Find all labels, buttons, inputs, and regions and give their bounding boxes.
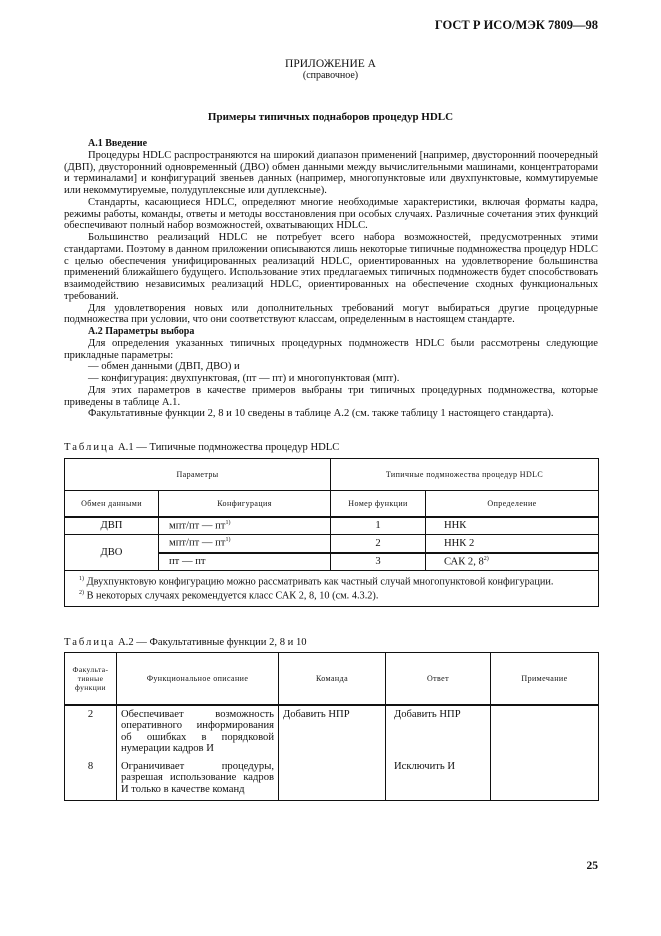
- list-item: — обмен данными (ДВП, ДВО) и: [88, 361, 240, 373]
- table-a1: [64, 458, 599, 607]
- column-header: Определение: [426, 491, 599, 517]
- paragraph: Для удовлетворения новых или дополнительных требований могут выбираться другие процедурные подмножества при условии, что они соответствуют классам, определенным в настоящем стандарте.: [64, 302, 598, 326]
- config-text: мпт/пт — пт: [169, 520, 226, 532]
- note-cell: [491, 756, 599, 800]
- column-header: Номер функции: [331, 491, 426, 517]
- command-cell: Добавить НПР: [279, 705, 386, 756]
- paragraph: Процедуры HDLC распространяются на широкий диапазон применений [например, двусторонний поочередный (ДВП), двусторонний одновременный (ДВО) обмен данными между вычислительными машинами, концентраторами и терминалами] и конфигураций звеньев данных (например, многопунктовые или двухпунктовые, коммутируемые или некоммутируемые, полудуплексные или дуплексные).: [64, 149, 598, 196]
- table-row: [65, 705, 599, 756]
- number-cell: 2: [331, 535, 426, 553]
- config-cell: [159, 517, 331, 535]
- footnote-text: Двухпунктовую конфигурацию можно рассматривать как частный случай многопунктовой конфигурации.: [86, 576, 554, 588]
- paragraph: Факультативные функции 2, 8 и 10 сведены в таблице А.2 (см. также таблицу 1 настоящего стандарта).: [88, 408, 554, 420]
- group-header: Типичные подмножества процедур HDLC: [331, 459, 599, 491]
- caption-text: А.2 — Факультативные функции 2, 8 и 10: [118, 637, 307, 648]
- appendix-title: ПРИЛОЖЕНИЕ А: [285, 58, 376, 70]
- footnote-mark: 1): [225, 537, 231, 544]
- response-cell: Исключить И: [386, 756, 491, 800]
- note-cell: [491, 705, 599, 756]
- table-row: [65, 535, 599, 553]
- exchange-cell: ДВО: [65, 535, 159, 571]
- body-text: [64, 138, 598, 420]
- column-header: Функциональное описание: [117, 653, 279, 705]
- description-cell: Обеспечивает возможность оперативного информирования об ошибках в порядковой нумерации кадров И: [117, 705, 279, 756]
- function-cell: 8: [65, 756, 117, 800]
- paragraph: Для определения указанных типичных процедурных подмножеств HDLC были рассмотрены следующие прикладные параметры:: [64, 337, 598, 361]
- caption-text: А.1 — Типичные подмножества процедур HDLC: [118, 442, 340, 453]
- group-header: Параметры: [65, 459, 331, 491]
- page-number: 25: [586, 860, 598, 872]
- table-a2: [64, 652, 599, 801]
- column-header: Факульта-тивные функции: [65, 653, 117, 705]
- footnote: [69, 588, 594, 602]
- column-header: Примечание: [491, 653, 599, 705]
- column-header: Ответ: [386, 653, 491, 705]
- table-row: [65, 517, 599, 535]
- paragraph: Большинство реализаций HDLC не потребует всего набора возможностей, предусмотренных этими стандартами. Поэтому в данном приложении описываются лишь некоторые типичные подмножества процедур HDLC с целью обеспечения унифицированных реализаций HDLC, ориентированных на удовлетворение большинства применений ближайшего будущего. Использование этих предлагаемых типичных подмножеств будет способствовать взаимодействию независимых реализаций HDLC, ориентированных на обеспечение сходных функциональных требований.: [64, 232, 598, 302]
- caption-prefix: Таблица: [64, 637, 116, 648]
- list-item: — конфигурация: двухпунктовая, (пт — пт) и многопунктовая (мпт).: [88, 373, 400, 384]
- footnote-mark: 2): [79, 589, 84, 596]
- config-cell: пт — пт: [159, 553, 331, 571]
- number-cell: 3: [331, 553, 426, 571]
- table2-caption: [64, 637, 307, 648]
- footnote-mark: 2): [483, 555, 489, 562]
- number-cell: 1: [331, 517, 426, 535]
- main-title: Примеры типичных поднаборов процедур HDLC: [207, 111, 454, 123]
- table-footnotes: [65, 571, 599, 607]
- footnote: [69, 574, 594, 588]
- definition-text: САК 2, 8: [444, 556, 484, 568]
- footnote-text: В некоторых случаях рекомендуется класс САК 2, 8, 10 (см. 4.3.2).: [86, 590, 379, 602]
- command-cell: [279, 756, 386, 800]
- appendix-subtitle: (справочное): [302, 70, 359, 81]
- config-text: мпт/пт — пт: [169, 538, 226, 550]
- column-header: Команда: [279, 653, 386, 705]
- column-header: Конфигурация: [159, 491, 331, 517]
- exchange-cell: ДВП: [65, 517, 159, 535]
- definition-cell: ННК: [426, 517, 599, 535]
- definition-cell: ННК 2: [426, 535, 599, 553]
- section-heading: А.2 Параметры выбора: [88, 326, 195, 337]
- footnote-mark: 1): [79, 576, 84, 582]
- paragraph: Для этих параметров в качестве примеров выбраны три типичных процедурных подмножества, которые приведены в таблице А.1.: [64, 384, 598, 408]
- section-heading: А.1 Введение: [88, 138, 148, 149]
- function-cell: 2: [65, 705, 117, 756]
- table-row: [65, 756, 599, 800]
- caption-prefix: Таблица: [64, 442, 116, 453]
- config-cell: [159, 535, 331, 553]
- definition-cell: [426, 553, 599, 571]
- description-cell: Ограничивает процедуры, разрешая использование кадров И только в качестве команд: [117, 756, 279, 800]
- column-header: Обмен данными: [65, 491, 159, 517]
- document-header: ГОСТ Р ИСО/МЭК 7809—98: [434, 18, 598, 32]
- footnote-mark: 1): [225, 519, 231, 526]
- table1-caption: [64, 442, 339, 453]
- response-cell: Добавить НПР: [386, 705, 491, 756]
- paragraph: Стандарты, касающиеся HDLC, определяют многие необходимые характеристики, включая форматы кадра, режимы работы, команды, ответы и методы восстановления при особых случаях. Различные сочетания этих функций обеспечивают полный набор возможностей, охватывающих HDLC.: [64, 196, 598, 232]
